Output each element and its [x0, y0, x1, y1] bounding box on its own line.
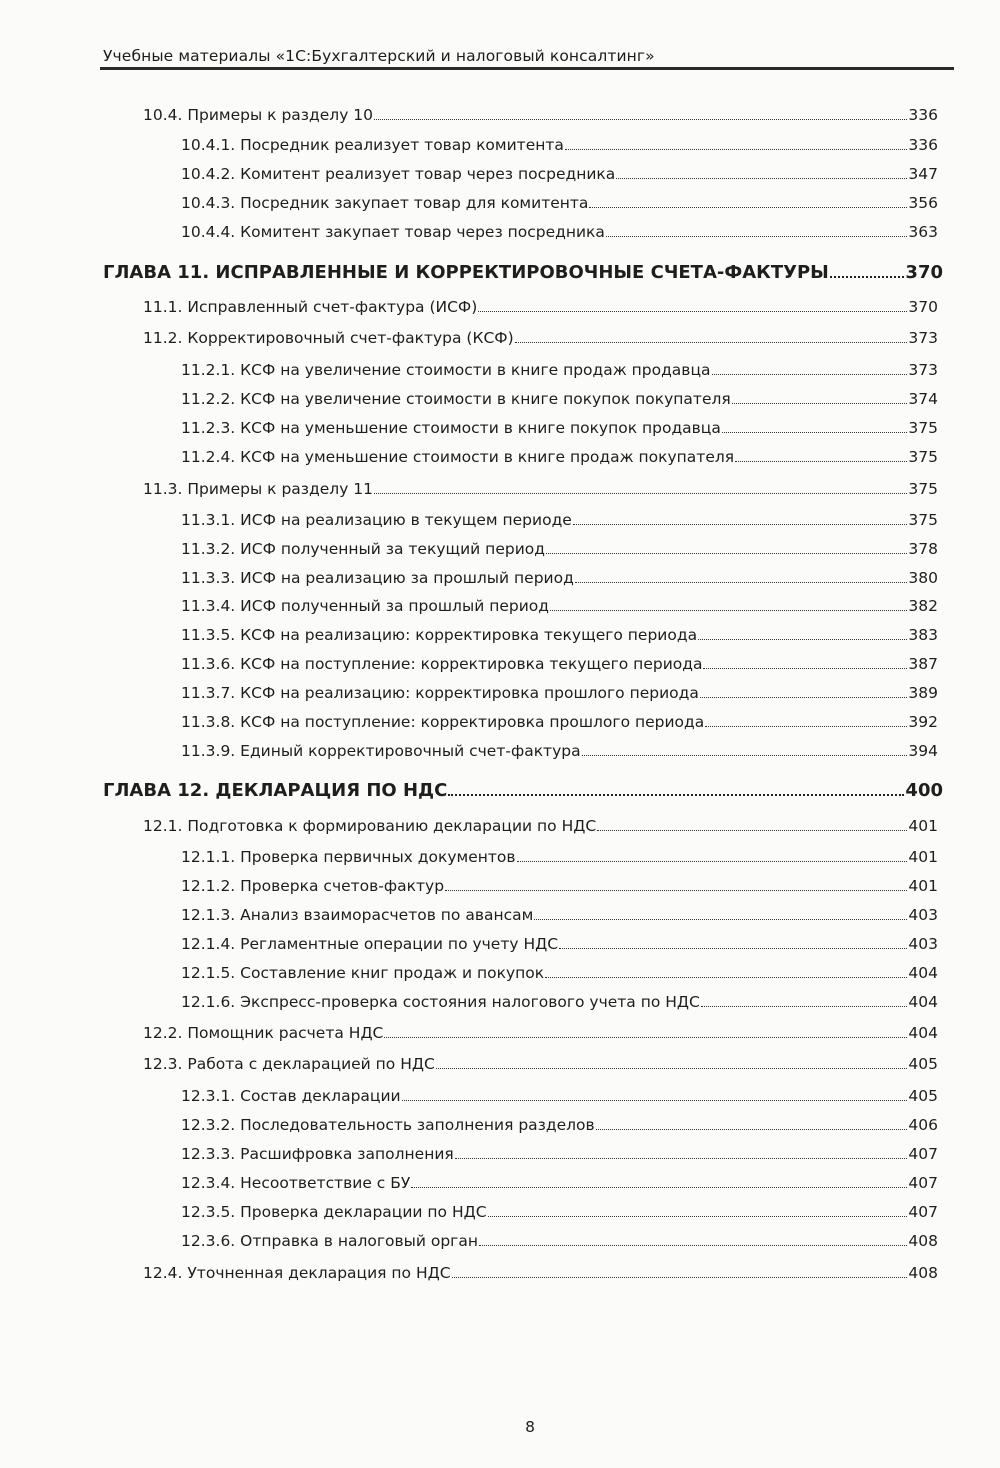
toc-entry-page: 401: [908, 877, 938, 895]
toc-entry-title: 11.3.2. ИСФ полученный за текущий период: [181, 540, 545, 558]
toc-entry-12-1-5[interactable]: [181, 962, 938, 982]
toc-entry-title: 11.2.4. КСФ на уменьшение стоимости в книге продаж покупателя: [181, 448, 735, 466]
toc-entry-11-3-9[interactable]: [181, 740, 938, 760]
toc-entry-page: 370: [908, 298, 938, 316]
dot-leader: [597, 830, 907, 831]
dot-leader: [402, 1100, 908, 1101]
page-number: 8: [525, 1418, 535, 1436]
toc-entry-title: 11.2. Корректировочный счет-фактура (КСФ): [143, 329, 514, 347]
toc-entry-11-2-1[interactable]: [181, 359, 938, 379]
dot-leader: [575, 582, 908, 583]
toc-entry-title: 12.1. Подготовка к формированию декларации по НДС: [143, 817, 597, 835]
dot-leader: [374, 493, 907, 494]
dot-leader: [705, 726, 907, 727]
toc-chapter-title: ГЛАВА 12. ДЕКЛАРАЦИЯ ПО НДС: [103, 780, 448, 801]
toc-entry-title: 12.3.2. Последовательность заполнения разделов: [181, 1116, 595, 1134]
toc-entry-10-4-4[interactable]: [181, 221, 938, 241]
toc-entry-12-3-2[interactable]: [181, 1114, 938, 1134]
toc-entry-page: 383: [908, 626, 938, 644]
toc-entry-page: 373: [908, 361, 938, 379]
dot-leader: [559, 948, 907, 949]
dot-leader: [732, 403, 908, 404]
toc-entry-page: 378: [908, 540, 938, 558]
toc-entry-page: 404: [908, 993, 938, 1011]
toc-entry-title: 12.2. Помощник расчета НДС: [143, 1024, 384, 1042]
toc-entry-page: 408: [908, 1232, 938, 1250]
toc-entry-12-3-3[interactable]: [181, 1143, 938, 1163]
toc-entry-11-3-8[interactable]: [181, 711, 938, 731]
dot-leader: [384, 1037, 907, 1038]
toc-entry-11-3-3[interactable]: [181, 567, 938, 587]
toc-entry-11-2-2[interactable]: [181, 388, 938, 408]
toc-entry-title: 12.4. Уточненная декларация по НДС: [143, 1264, 451, 1282]
toc-entry-title: 11.3.6. КСФ на поступление: корректировка текущего периода: [181, 655, 703, 673]
dot-leader: [479, 1245, 907, 1246]
dot-leader: [735, 461, 907, 462]
toc-entry-title: 12.3.6. Отправка в налоговый орган: [181, 1232, 478, 1250]
toc-entry-page: 407: [908, 1145, 938, 1163]
dot-leader: [455, 1158, 908, 1159]
toc-entry-12-1-4[interactable]: [181, 933, 938, 953]
toc-entry-11-2[interactable]: [143, 327, 938, 347]
toc-entry-page: 375: [908, 511, 938, 529]
toc-entry-10-4-3[interactable]: [181, 192, 938, 212]
dot-leader: [452, 1277, 908, 1278]
toc-entry-title: 10.4. Примеры к разделу 10: [143, 106, 374, 124]
dot-leader: [517, 861, 908, 862]
toc-entry-title: 11.3.1. ИСФ на реализацию в текущем периоде: [181, 511, 572, 529]
toc-entry-page: 387: [908, 655, 938, 673]
toc-entry-10-4-1[interactable]: [181, 134, 938, 154]
toc-chapter-12[interactable]: [103, 777, 943, 801]
toc-entry-page: 389: [908, 684, 938, 702]
header-rule: [100, 67, 954, 70]
toc-entry-11-2-4[interactable]: [181, 446, 938, 466]
toc-entry-page: 392: [908, 713, 938, 731]
dot-leader: [582, 755, 908, 756]
dot-leader: [616, 178, 907, 179]
toc-entry-title: 10.4.2. Комитент реализует товар через посредника: [181, 165, 616, 183]
toc-entry-11-3-4[interactable]: [181, 595, 938, 615]
dot-leader: [596, 1129, 908, 1130]
toc-entry-12-3[interactable]: [143, 1053, 938, 1073]
toc-entry-12-1[interactable]: [143, 815, 938, 835]
toc-entry-title: 12.1.4. Регламентные операции по учету НДС: [181, 935, 559, 953]
toc-entry-title: 12.3.4. Несоответствие с БУ: [181, 1174, 411, 1192]
running-header: Учебные материалы «1С:Бухгалтерский и налоговый консалтинг»: [103, 47, 655, 65]
toc-chapter-11[interactable]: [103, 259, 943, 283]
toc-entry-title: 11.3.9. Единый корректировочный счет-фактура: [181, 742, 581, 760]
dot-leader: [700, 697, 908, 698]
toc-entry-title: 11.3. Примеры к разделу 11: [143, 480, 374, 498]
toc-entry-page: 336: [908, 136, 938, 154]
dot-leader: [701, 1006, 908, 1007]
toc-entry-page: 336: [908, 106, 938, 124]
toc-entry-page: 404: [908, 964, 938, 982]
dot-leader: [515, 342, 908, 343]
toc-entry-12-1-6[interactable]: [181, 991, 938, 1011]
dot-leader: [550, 610, 907, 611]
toc-entry-title: 11.2.2. КСФ на увеличение стоимости в книге покупок покупателя: [181, 390, 731, 408]
toc-entry-page: 394: [908, 742, 938, 760]
toc-entry-title: 11.3.7. КСФ на реализацию: корректировка прошлого периода: [181, 684, 699, 702]
toc-entry-title: 10.4.4. Комитент закупает товар через посредника: [181, 223, 605, 241]
toc-entry-page: 375: [908, 480, 938, 498]
toc-entry-title: 11.1. Исправленный счет-фактура (ИСФ): [143, 298, 478, 316]
toc-entry-10-4[interactable]: [143, 104, 938, 124]
dot-leader: [546, 553, 907, 554]
toc-entry-page: 403: [908, 906, 938, 924]
dot-leader: [445, 890, 907, 891]
toc-chapter-title: ГЛАВА 11. ИСПРАВЛЕННЫЕ И КОРРЕКТИРОВОЧНЫЕ СЧЕТА-ФАКТУРЫ: [103, 262, 829, 283]
toc-entry-title: 12.1.2. Проверка счетов-фактур: [181, 877, 445, 895]
toc-entry-page: 375: [908, 419, 938, 437]
toc-entry-page: 374: [908, 390, 938, 408]
toc-entry-page: 405: [908, 1087, 938, 1105]
toc-entry-page: 356: [908, 194, 938, 212]
toc-entry-title: 11.3.3. ИСФ на реализацию за прошлый период: [181, 569, 574, 587]
toc-entry-page: 373: [908, 329, 938, 347]
dot-leader: [448, 794, 904, 796]
toc-entry-10-4-2[interactable]: [181, 163, 938, 183]
toc-entry-title: 10.4.3. Посредник закупает товар для комитента: [181, 194, 589, 212]
dot-leader: [374, 119, 907, 120]
dot-leader: [589, 207, 907, 208]
toc-chapter-page: 400: [905, 780, 943, 801]
toc-entry-12-1-2[interactable]: [181, 875, 938, 895]
toc-entry-page: 403: [908, 935, 938, 953]
dot-leader: [534, 919, 907, 920]
toc-entry-title: 11.3.8. КСФ на поступление: корректировка прошлого периода: [181, 713, 705, 731]
toc-entry-title: 11.3.5. КСФ на реализацию: корректировка текущего периода: [181, 626, 698, 644]
toc-entry-11-3-7[interactable]: [181, 682, 938, 702]
toc-entry-title: 11.2.3. КСФ на уменьшение стоимости в книге покупок продавца: [181, 419, 721, 437]
dot-leader: [698, 639, 907, 640]
toc-entry-page: 408: [908, 1264, 938, 1282]
toc-entry-12-3-1[interactable]: [181, 1085, 938, 1105]
dot-leader: [411, 1187, 907, 1188]
toc-entry-title: 12.1.6. Экспресс-проверка состояния налогового учета по НДС: [181, 993, 700, 1011]
dot-leader: [712, 374, 908, 375]
toc-entry-11-3-5[interactable]: [181, 624, 938, 644]
toc-entry-page: 407: [908, 1174, 938, 1192]
toc-entry-title: 12.1.3. Анализ взаиморасчетов по авансам: [181, 906, 534, 924]
toc-entry-title: 11.3.4. ИСФ полученный за прошлый период: [181, 597, 549, 615]
toc-entry-page: 363: [908, 223, 938, 241]
toc-entry-page: 404: [908, 1024, 938, 1042]
toc-entry-page: 401: [908, 848, 938, 866]
toc-entry-page: 401: [908, 817, 938, 835]
toc-entry-title: 12.3.3. Расшифровка заполнения: [181, 1145, 454, 1163]
toc-entry-12-4[interactable]: [143, 1262, 938, 1282]
dot-leader: [830, 276, 905, 278]
toc-entry-11-1[interactable]: [143, 296, 938, 316]
toc-entry-12-3-4[interactable]: [181, 1172, 938, 1192]
toc-entry-11-3[interactable]: [143, 478, 938, 498]
dot-leader: [436, 1068, 908, 1069]
dot-leader: [545, 977, 907, 978]
toc-entry-title: 12.1.5. Составление книг продаж и покупок: [181, 964, 545, 982]
toc-entry-page: 380: [908, 569, 938, 587]
toc-entry-title: 12.3. Работа с декларацией по НДС: [143, 1055, 435, 1073]
toc-entry-title: 12.1.1. Проверка первичных документов: [181, 848, 516, 866]
toc-entry-12-3-6[interactable]: [181, 1230, 938, 1250]
dot-leader: [573, 524, 908, 525]
dot-leader: [478, 311, 907, 312]
dot-leader: [606, 236, 907, 237]
toc-entry-page: 347: [908, 165, 938, 183]
toc-entry-page: 405: [908, 1055, 938, 1073]
toc-chapter-page: 370: [905, 262, 943, 283]
toc-entry-title: 12.3.5. Проверка декларации по НДС: [181, 1203, 487, 1221]
toc-entry-title: 12.3.1. Состав декларации: [181, 1087, 401, 1105]
toc-entry-title: 11.2.1. КСФ на увеличение стоимости в книге продаж продавца: [181, 361, 711, 379]
toc-entry-page: 382: [908, 597, 938, 615]
dot-leader: [722, 432, 908, 433]
toc-entry-11-3-2[interactable]: [181, 538, 938, 558]
dot-leader: [565, 149, 907, 150]
dot-leader: [703, 668, 907, 669]
toc-entry-11-2-3[interactable]: [181, 417, 938, 437]
toc-entry-11-3-1[interactable]: [181, 509, 938, 529]
toc-entry-12-3-5[interactable]: [181, 1201, 938, 1221]
toc-entry-page: 406: [908, 1116, 938, 1134]
toc-entry-page: 375: [908, 448, 938, 466]
toc-entry-11-3-6[interactable]: [181, 653, 938, 673]
toc-entry-title: 10.4.1. Посредник реализует товар комитента: [181, 136, 564, 154]
toc-entry-page: 407: [908, 1203, 938, 1221]
toc-entry-12-1-3[interactable]: [181, 904, 938, 924]
toc-entry-12-1-1[interactable]: [181, 846, 938, 866]
dot-leader: [488, 1216, 908, 1217]
toc-entry-12-2[interactable]: [143, 1022, 938, 1042]
